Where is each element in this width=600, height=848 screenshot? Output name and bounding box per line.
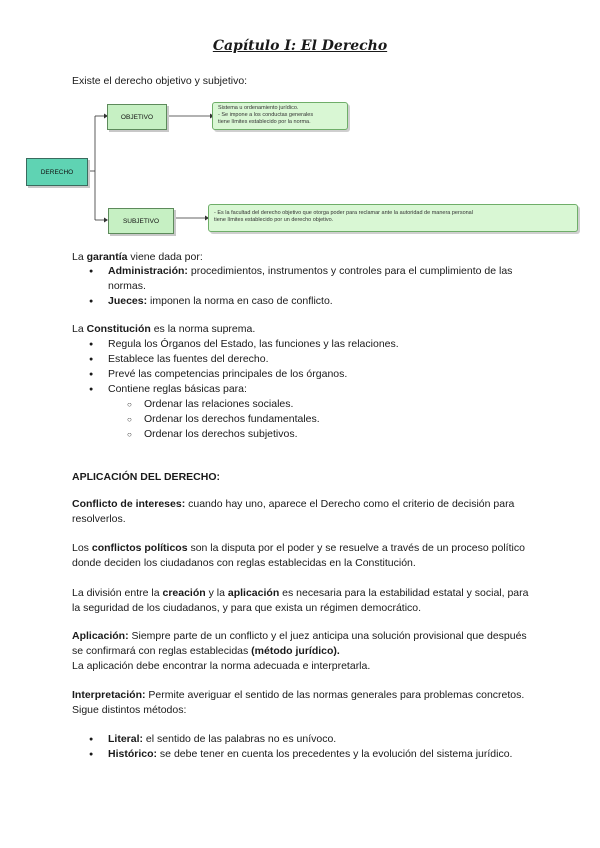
subjetivo-note-line: - Es la facultad del derecho objetivo que otorga poder para reclamar ante la autoridad de manera personal [214,210,473,216]
section-heading: APLICACIÓN DEL DERECHO: [72,471,220,483]
garantia-list [72,264,532,309]
list-item: ● Contiene reglas básicas para: ○ Ordenar las relaciones sociales. ○ Ordenar los derechos fundamentales. ○ Ordenar los derechos subjetivos. [72,382,532,442]
constitucion-intro: La Constitución es la norma suprema. [72,323,256,335]
objetivo-note-line: - Se impone a los conductas generales [218,112,314,118]
constitucion-list [72,337,532,442]
conflicto-paragraph: Conflicto de intereses: cuando hay uno, aparece el Derecho como el criterio de decisión para resolverlos. [72,498,515,525]
sub-list-item: ○ Ordenar los derechos subjetivos. [108,427,532,442]
list-item: ● Jueces: imponen la norma en caso de conflicto. [72,294,532,309]
division-paragraph: La división entre la creación y la aplicación es necesaria para la estabilidad estatal y social, para la seguridad de los ciudadanos, y para que exista un régimen democrático. [72,587,529,614]
politicos-paragraph: Los conflictos políticos son la disputa por el poder y se resuelve a través de un proceso político donde deciden los ciudadanos con reglas establecidas en la Constitución. [72,542,525,569]
objetivo-note [212,102,348,130]
page-title: Capítulo I: El Derecho [212,38,388,54]
list-item: ● Regula los Órganos del Estado, las funciones y las relaciones. [72,337,532,352]
derecho-node: DERECHO [26,158,88,186]
objetivo-note-line: Sistema u ordenamiento jurídico. [218,105,299,111]
subjetivo-node: SUBJETIVO [108,208,174,234]
subjetivo-note-line: tiene límites establecido por un derecho objetivo. [214,217,334,223]
interpretacion-paragraph: Interpretación: Permite averiguar el sentido de las normas generales para problemas concretos. Sigue distintos métodos: [72,689,525,716]
list-item: ● Prevé las competencias principales de los órganos. [72,367,532,382]
aplicacion-paragraph: Aplicación: Siempre parte de un conflicto y el juez anticipa una solución provisional que después se confirmará con reglas establecidas (método jurídico). La aplicación debe encontrar la norma adecuada e interpretarla. [72,630,527,672]
subjetivo-note [208,204,578,232]
list-item: ● Literal: el sentido de las palabras no es unívoco. [72,732,532,747]
list-item: ● Histórico: se debe tener en cuenta los precedentes y la evolución del sistema jurídico. [72,747,532,762]
intro-text: Existe el derecho objetivo y subjetivo: [72,75,248,87]
sub-list-item: ○ Ordenar las relaciones sociales. [108,397,532,412]
objetivo-node: OBJETIVO [107,104,167,130]
list-item: ● Establece las fuentes del derecho. [72,352,532,367]
sub-list-item: ○ Ordenar los derechos fundamentales. [108,412,532,427]
objetivo-note-line: tiene límites establecido por la norma. [218,119,311,125]
metodos-list [72,732,532,762]
constitucion-sublist [108,397,532,442]
list-item: ● Administración: procedimientos, instrumentos y controles para el cumplimiento de las normas. [72,264,532,294]
garantia-intro: La garantía viene dada por: [72,251,203,263]
